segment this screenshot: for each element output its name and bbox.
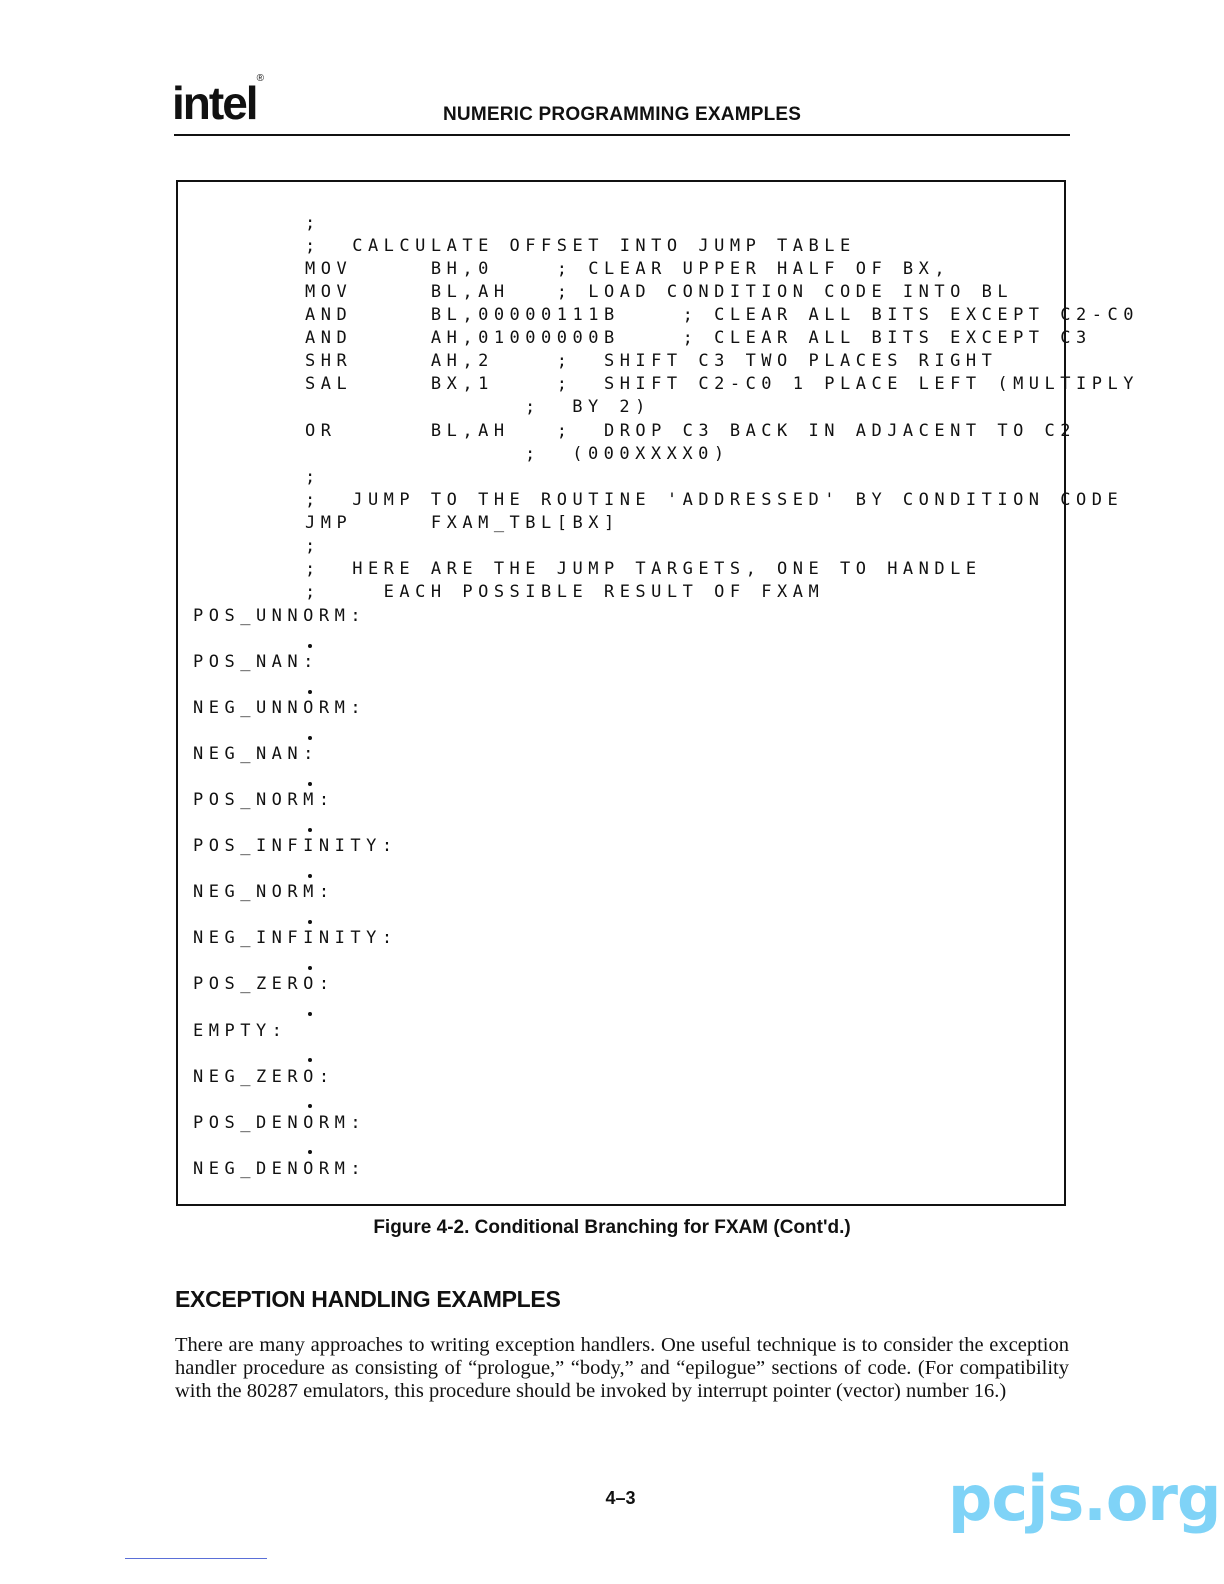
ellipsis-dot (308, 1012, 312, 1016)
code-line: MOV BL,AH ; LOAD CONDITION CODE INTO BL (305, 282, 1014, 302)
ellipsis-dot (308, 644, 312, 648)
jump-target-label: POS_DENORM: (193, 1113, 367, 1133)
jump-target-label: NEG_ZERO: (193, 1067, 335, 1087)
code-line: JMP FXAM_TBL[BX] (305, 513, 620, 533)
header-rule (174, 134, 1070, 136)
code-line: MOV BH,0 ; CLEAR UPPER HALF OF BX, (305, 259, 951, 279)
section-heading: EXCEPTION HANDLING EXAMPLES (175, 1286, 561, 1312)
code-line: ; EACH POSSIBLE RESULT OF FXAM (305, 582, 825, 602)
footer-link-underline (125, 1558, 267, 1559)
code-line: ; (000XXXX0) (525, 444, 730, 464)
ellipsis-dot (308, 874, 312, 878)
jump-target-label: NEG_INFINITY: (193, 928, 398, 948)
ellipsis-dot (308, 920, 312, 924)
code-line: AND AH,01000000B ; CLEAR ALL BITS EXCEPT C3 (305, 328, 1092, 348)
jump-target-label: POS_NAN: (193, 652, 319, 672)
ellipsis-dot (308, 828, 312, 832)
jump-target-label: EMPTY: (193, 1021, 288, 1041)
ellipsis-dot (308, 1104, 312, 1108)
jump-target-label: POS_ZERO: (193, 974, 335, 994)
code-line: SHR AH,2 ; SHIFT C3 TWO PLACES RIGHT (305, 351, 998, 371)
ellipsis-dot (308, 966, 312, 970)
intel-logo: intel® (172, 72, 262, 129)
body-paragraph: There are many approaches to writing exception handlers. One useful technique is to consider the exception handler procedure as consisting of “prologue,” “body,” and “epilogue” sections of code. (For compatibility with the 80287 emulators, this procedure should be invoked by interrupt pointer (vector) number 16.) (175, 1334, 1069, 1402)
code-line: ; (305, 536, 321, 556)
figure-caption: Figure 4-2. Conditional Branching for FXAM (Cont'd.) (373, 1217, 851, 1238)
page-number: 4–3 (605, 1488, 636, 1508)
ellipsis-dot (308, 1058, 312, 1062)
jump-target-label: POS_NORM: (193, 790, 335, 810)
ellipsis-dot (308, 1150, 312, 1154)
code-line: ; (305, 213, 321, 233)
pcjs-watermark: pcjs.org (948, 1462, 1221, 1535)
code-line: ; (305, 467, 321, 487)
code-line: AND BL,00000111B ; CLEAR ALL BITS EXCEPT C2-C0 (305, 305, 1139, 325)
code-line: SAL BX,1 ; SHIFT C2-C0 1 PLACE LEFT (MULTIPLY (305, 374, 1139, 394)
ellipsis-dot (308, 736, 312, 740)
jump-target-label: NEG_DENORM: (193, 1159, 367, 1179)
code-line: ; JUMP TO THE ROUTINE 'ADDRESSED' BY CONDITION CODE (305, 490, 1124, 510)
code-line: ; BY 2) (525, 397, 651, 417)
jump-target-label: NEG_NORM: (193, 882, 335, 902)
code-line: ; CALCULATE OFFSET INTO JUMP TABLE (305, 236, 856, 256)
ellipsis-dot (308, 782, 312, 786)
jump-target-label: NEG_UNNORM: (193, 698, 367, 718)
page-header-title: NUMERIC PROGRAMMING EXAMPLES (443, 104, 802, 125)
jump-target-label: NEG_NAN: (193, 744, 319, 764)
ellipsis-dot (308, 690, 312, 694)
code-line: OR BL,AH ; DROP C3 BACK IN ADJACENT TO C2 (305, 421, 1077, 441)
jump-target-label: POS_INFINITY: (193, 836, 398, 856)
code-line: ; HERE ARE THE JUMP TARGETS, ONE TO HANDLE (305, 559, 982, 579)
jump-target-label: POS_UNNORM: (193, 606, 367, 626)
